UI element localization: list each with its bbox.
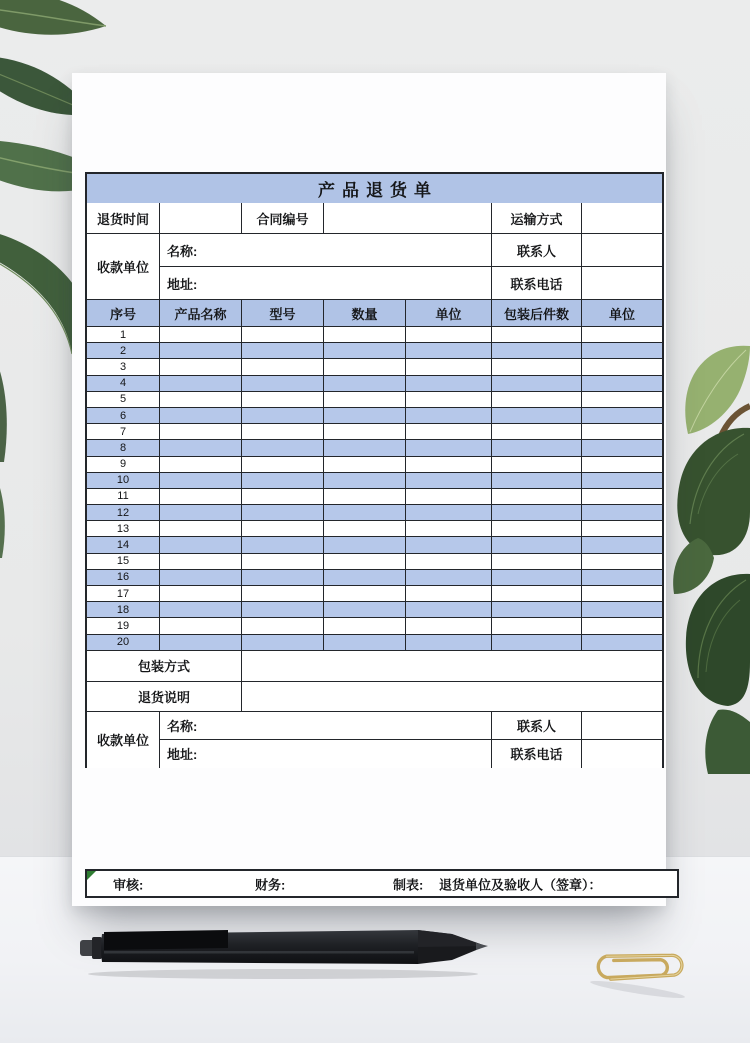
cell-input[interactable] <box>242 440 324 455</box>
table-row <box>87 408 662 424</box>
cell-input[interactable] <box>160 440 242 455</box>
cell-input[interactable] <box>492 537 582 552</box>
cell-input[interactable] <box>242 424 324 439</box>
cell-input[interactable] <box>492 586 582 601</box>
cell-input[interactable] <box>324 376 406 391</box>
cell-input[interactable] <box>406 489 492 504</box>
cell-input[interactable] <box>492 408 582 423</box>
cell-input[interactable] <box>406 586 492 601</box>
row-number: 8 <box>87 440 160 455</box>
row-number: 6 <box>87 408 160 423</box>
cell-input[interactable] <box>324 392 406 407</box>
cell-input[interactable] <box>242 635 324 650</box>
receiver-top-contact-input[interactable] <box>582 234 662 266</box>
cell-input[interactable] <box>582 570 662 585</box>
cell-input[interactable] <box>160 521 242 536</box>
cell-input[interactable] <box>406 343 492 358</box>
form-title: 产品退货单 <box>87 174 662 203</box>
cell-input[interactable] <box>324 457 406 472</box>
cell-input[interactable] <box>242 570 324 585</box>
cell-input[interactable] <box>582 473 662 488</box>
cell-input[interactable] <box>160 489 242 504</box>
cell-input[interactable] <box>242 537 324 552</box>
cell-input[interactable] <box>160 586 242 601</box>
cell-input[interactable] <box>406 424 492 439</box>
cell-input[interactable] <box>406 408 492 423</box>
cell-input[interactable] <box>160 457 242 472</box>
receiver-top-address-row <box>160 267 662 300</box>
receiver-bottom-unit-label: 收款单位 <box>87 712 160 768</box>
return-time-input[interactable] <box>160 203 242 233</box>
cell-input[interactable] <box>582 635 662 650</box>
table-row <box>87 359 662 375</box>
cell-input[interactable] <box>324 570 406 585</box>
cell-input[interactable] <box>324 521 406 536</box>
packing-row <box>87 651 662 682</box>
cell-input[interactable] <box>324 602 406 617</box>
cell-input[interactable] <box>582 489 662 504</box>
receiver-top-name-row <box>160 234 662 267</box>
table-row <box>87 586 662 602</box>
cell-input[interactable] <box>160 408 242 423</box>
col-header-unit2: 单位 <box>608 306 635 322</box>
row-number: 18 <box>87 602 160 617</box>
table-row <box>87 376 662 392</box>
row-number: 11 <box>87 489 160 504</box>
cell-input[interactable] <box>406 359 492 374</box>
return-note-row <box>87 682 662 712</box>
return-form-table <box>85 172 664 892</box>
cell-input[interactable] <box>242 343 324 358</box>
cell-input[interactable] <box>582 586 662 601</box>
cell-input[interactable] <box>492 457 582 472</box>
cell-input[interactable] <box>324 489 406 504</box>
row-number: 9 <box>87 457 160 472</box>
cell-input[interactable] <box>324 359 406 374</box>
cell-input[interactable] <box>406 505 492 520</box>
col-header-model: 型号 <box>242 300 324 326</box>
cell-input[interactable] <box>492 554 582 569</box>
cell-input[interactable] <box>324 586 406 601</box>
cell-input[interactable] <box>324 505 406 520</box>
cell-input[interactable] <box>582 424 662 439</box>
row-number: 4 <box>87 376 160 391</box>
table-row <box>87 602 662 618</box>
cell-input[interactable] <box>406 376 492 391</box>
plant-right-leaves <box>658 342 750 782</box>
cell-input[interactable] <box>406 440 492 455</box>
return-time-label: 退货时间 <box>87 203 160 233</box>
cell-input[interactable] <box>582 457 662 472</box>
table-row <box>87 505 662 521</box>
table-row <box>87 473 662 489</box>
cell-input[interactable] <box>492 424 582 439</box>
cell-input[interactable] <box>492 602 582 617</box>
col-header-packed-count: 包装后件数 <box>492 300 582 326</box>
cell-input[interactable] <box>406 392 492 407</box>
receiver-bottom-name-label: 名称: <box>160 712 492 739</box>
table-row <box>87 424 662 440</box>
table-row <box>87 554 662 570</box>
cell-input[interactable] <box>160 343 242 358</box>
receiver-top-name-label: 名称: <box>160 234 492 266</box>
cell-input[interactable] <box>406 537 492 552</box>
cell-input[interactable] <box>406 618 492 633</box>
cell-input[interactable] <box>242 327 324 342</box>
cell-input[interactable] <box>582 408 662 423</box>
finance-label: 财务: <box>255 877 286 892</box>
row-number: 1 <box>87 327 160 342</box>
receiver-bottom-address-row <box>160 740 662 768</box>
info-row <box>87 203 662 234</box>
table-row <box>87 521 662 537</box>
cell-input[interactable] <box>242 618 324 633</box>
table-row <box>87 635 662 651</box>
cell-input[interactable] <box>242 376 324 391</box>
cell-input[interactable] <box>406 602 492 617</box>
cell-input[interactable] <box>324 327 406 342</box>
cell-input[interactable] <box>406 554 492 569</box>
table-row <box>87 537 662 553</box>
packing-input[interactable] <box>242 651 662 681</box>
cell-input[interactable] <box>160 327 242 342</box>
cell-input[interactable] <box>492 635 582 650</box>
cell-input[interactable] <box>242 602 324 617</box>
cell-input[interactable] <box>242 408 324 423</box>
cell-input[interactable] <box>582 327 662 342</box>
pen <box>78 918 488 982</box>
receiver-bottom-contact-input[interactable] <box>582 712 662 739</box>
transport-input[interactable] <box>582 203 662 233</box>
cell-input[interactable] <box>324 424 406 439</box>
cell-input[interactable] <box>582 521 662 536</box>
cell-input[interactable] <box>160 424 242 439</box>
table-row <box>87 457 662 473</box>
receiver-bottom-address-label: 地址: <box>160 740 492 768</box>
cell-input[interactable] <box>242 473 324 488</box>
excel-corner-marker-icon <box>87 871 96 880</box>
cell-input[interactable] <box>324 343 406 358</box>
row-number: 16 <box>87 570 160 585</box>
cell-input[interactable] <box>582 537 662 552</box>
receiver-top-section <box>87 234 662 300</box>
cell-input[interactable] <box>324 537 406 552</box>
cell-input[interactable] <box>406 635 492 650</box>
cell-input[interactable] <box>324 440 406 455</box>
contract-no-label: 合同编号 <box>242 203 324 233</box>
cell-input[interactable] <box>160 602 242 617</box>
cell-input[interactable] <box>160 618 242 633</box>
cell-input[interactable] <box>160 392 242 407</box>
table-row <box>87 343 662 359</box>
cell-input[interactable] <box>406 327 492 342</box>
row-number: 7 <box>87 424 160 439</box>
cell-input[interactable] <box>160 505 242 520</box>
cell-input[interactable] <box>242 392 324 407</box>
tabulation-label: 制表: <box>393 877 424 892</box>
cell-input[interactable] <box>492 570 582 585</box>
cell-input[interactable] <box>160 570 242 585</box>
row-number: 19 <box>87 618 160 633</box>
table-row <box>87 392 662 408</box>
cell-input[interactable] <box>160 376 242 391</box>
return-note-input[interactable] <box>242 682 662 711</box>
packing-label: 包装方式 <box>87 651 242 681</box>
cell-input[interactable] <box>492 440 582 455</box>
cell-input[interactable] <box>160 473 242 488</box>
col-header-unit: 单位 <box>406 300 492 326</box>
row-number: 13 <box>87 521 160 536</box>
receiver-top-unit-label: 收款单位 <box>87 234 160 299</box>
cell-input[interactable] <box>242 457 324 472</box>
cell-input[interactable] <box>406 473 492 488</box>
cell-input[interactable] <box>324 473 406 488</box>
cell-input[interactable] <box>242 489 324 504</box>
row-number: 3 <box>87 359 160 374</box>
cell-input[interactable] <box>324 635 406 650</box>
cell-input[interactable] <box>492 327 582 342</box>
col-header-product: 产品名称 <box>160 300 242 326</box>
paper <box>72 73 666 906</box>
cell-input[interactable] <box>582 359 662 374</box>
audit-label: 审核: <box>113 877 144 892</box>
cell-input[interactable] <box>492 343 582 358</box>
cell-input[interactable] <box>242 359 324 374</box>
cell-input[interactable] <box>160 554 242 569</box>
cell-input[interactable] <box>324 408 406 423</box>
receiver-bottom-phone-input[interactable] <box>582 740 662 768</box>
cell-input[interactable] <box>492 521 582 536</box>
cell-input[interactable] <box>160 537 242 552</box>
cell-input[interactable] <box>242 505 324 520</box>
receiver-bottom-phone-label: 联系电话 <box>492 740 582 768</box>
transport-label: 运输方式 <box>492 203 582 233</box>
cell-input[interactable] <box>492 505 582 520</box>
cell-input[interactable] <box>582 440 662 455</box>
cell-input[interactable] <box>160 635 242 650</box>
row-number: 12 <box>87 505 160 520</box>
sign-label: 退货单位及验收人（签章）： <box>439 877 602 892</box>
signature-footer-row <box>85 869 679 898</box>
row-number: 15 <box>87 554 160 569</box>
row-number: 20 <box>87 635 160 650</box>
receiver-bottom-contact-label: 联系人 <box>492 712 582 739</box>
receiver-bottom-section <box>87 712 662 768</box>
receiver-top-contact-label: 联系人 <box>492 234 582 266</box>
col-header-qty: 数量 <box>324 300 406 326</box>
cell-input[interactable] <box>582 392 662 407</box>
cell-input[interactable] <box>492 392 582 407</box>
receiver-top-phone-input[interactable] <box>582 267 662 300</box>
table-row <box>87 618 662 634</box>
row-number: 2 <box>87 343 160 358</box>
cell-input[interactable] <box>242 521 324 536</box>
row-number: 10 <box>87 473 160 488</box>
table-row <box>87 327 662 343</box>
cell-input[interactable] <box>582 618 662 633</box>
contract-no-input[interactable] <box>324 203 492 233</box>
cell-input[interactable] <box>582 376 662 391</box>
receiver-top-address-label: 地址: <box>160 267 492 300</box>
row-number: 5 <box>87 392 160 407</box>
cell-input[interactable] <box>242 586 324 601</box>
cell-input[interactable] <box>582 602 662 617</box>
cell-input[interactable] <box>160 359 242 374</box>
cell-input[interactable] <box>406 570 492 585</box>
receiver-top-phone-label: 联系电话 <box>492 267 582 300</box>
cell-input[interactable] <box>406 457 492 472</box>
cell-input[interactable] <box>582 343 662 358</box>
col-header-index: 序号 <box>87 300 160 326</box>
cell-input[interactable] <box>492 359 582 374</box>
receiver-bottom-name-row <box>160 712 662 740</box>
table-row <box>87 489 662 505</box>
table-row <box>87 440 662 456</box>
cell-input[interactable] <box>324 618 406 633</box>
cell-input[interactable] <box>492 376 582 391</box>
cell-input[interactable] <box>492 618 582 633</box>
cell-input[interactable] <box>324 554 406 569</box>
row-number: 14 <box>87 537 160 552</box>
cell-input[interactable] <box>406 521 492 536</box>
product-rows <box>87 327 662 651</box>
cell-input[interactable] <box>582 554 662 569</box>
cell-input[interactable] <box>492 473 582 488</box>
return-note-label: 退货说明 <box>87 682 242 711</box>
cell-input[interactable] <box>492 489 582 504</box>
table-row <box>87 570 662 586</box>
cell-input[interactable] <box>582 505 662 520</box>
table-header-row <box>87 300 662 327</box>
cell-input[interactable] <box>242 554 324 569</box>
row-number: 17 <box>87 586 160 601</box>
